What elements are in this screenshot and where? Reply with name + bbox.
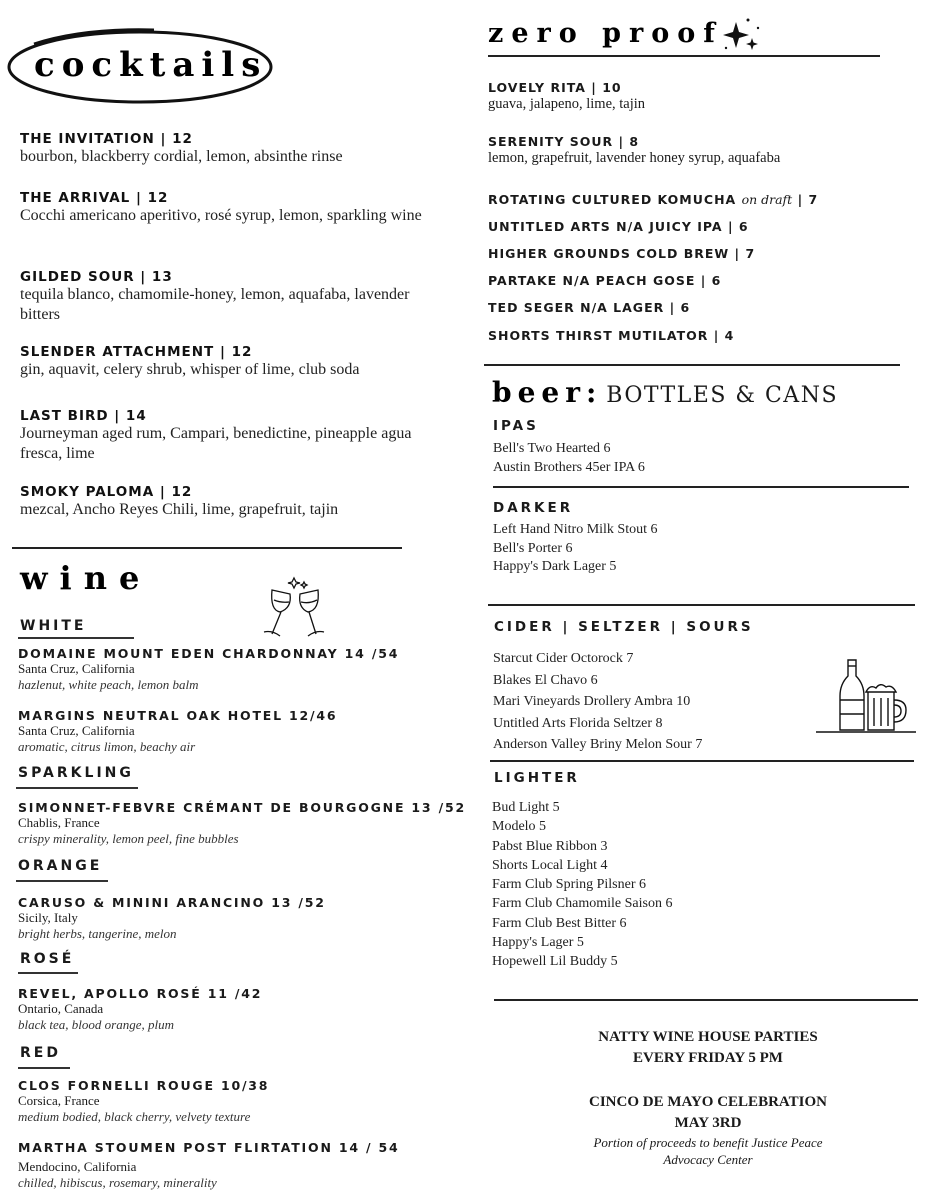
wine-name: MARGINS NEUTRAL OAK HOTEL 12/46 (18, 708, 338, 723)
beer-item: Shorts Local Light 4 (492, 857, 608, 873)
wine-location: Corsica, France (18, 1093, 100, 1108)
zero-proof-name: LOVELY RITA | 10 (488, 80, 622, 95)
wine-heading-underline (18, 972, 78, 974)
wine-section-heading: SPARKLING (18, 765, 134, 781)
cocktail-item (20, 190, 440, 226)
wine-location: Santa Cruz, California (18, 661, 135, 676)
cocktail-name: SLENDER ATTACHMENT | 12 (20, 344, 253, 360)
zero-proof-underline (488, 55, 880, 57)
wine-name: CLOS FORNELLI ROUGE 10/38 (18, 1078, 270, 1093)
wine-item (18, 708, 337, 755)
wine-location: Santa Cruz, California (18, 723, 135, 738)
cocktail-name: LAST BIRD | 14 (20, 408, 147, 424)
event-party-time: EVERY FRIDAY 5 PM (633, 1050, 783, 1066)
cocktails-divider (12, 547, 402, 549)
beer-item: Bell's Two Hearted 6 (493, 441, 611, 456)
beer-item: Anderson Valley Briny Melon Sour 7 (493, 737, 703, 752)
beer-section-heading: LIGHTER (494, 770, 580, 786)
wine-location: Mendocino, California (18, 1159, 137, 1174)
beer-item: Modelo 5 (492, 819, 547, 835)
beer-item: Left Hand Nitro Milk Stout 6 (493, 522, 658, 537)
beer-item: Blakes El Chavo 6 (493, 672, 598, 688)
sparkle-icon (718, 14, 762, 56)
beer-item: Starcut Cider Octorock 7 (493, 651, 634, 666)
wine-name: MARTHA STOUMEN POST FLIRTATION 14 / 54 (18, 1140, 400, 1155)
events-block (530, 1027, 886, 1168)
beer-item: Pabst Blue Ribbon 3 (492, 838, 608, 854)
wine-location: Chablis, France (18, 815, 100, 830)
event-cinco-title: CINCO DE MAYO CELEBRATION (589, 1094, 827, 1110)
zero-proof-name: SERENITY SOUR | 8 (488, 134, 640, 149)
zero-proof-divider (484, 364, 900, 366)
cocktail-item (20, 131, 460, 167)
wine-item (18, 1140, 400, 1191)
wine-glasses-icon (254, 572, 334, 644)
zero-proof-other: TED SEGER N/A LAGER | 6 (488, 300, 691, 315)
wine-section-heading: WHITE (20, 618, 87, 634)
wine-location: Ontario, Canada (18, 1001, 104, 1016)
wine-item (18, 986, 262, 1033)
beer-item: Hopewell Lil Buddy 5 (492, 954, 618, 970)
beer-section-heading: CIDER | SELTZER | SOURS (494, 619, 754, 635)
beer-item: Bell's Porter 6 (493, 540, 573, 556)
cocktail-desc: Cocchi americano aperitivo, rosé syrup, lemon, sparkling wine (20, 207, 422, 224)
beer-subtitle: BOTTLES & CANS (606, 383, 839, 408)
wine-item (18, 646, 399, 693)
wine-title: wine (20, 559, 152, 597)
wine-location: Sicily, Italy (18, 910, 78, 925)
beer-title: beer: (492, 376, 603, 409)
beer-item: Farm Club Chamomile Saison 6 (492, 896, 673, 912)
wine-name: CARUSO & MININI ARANCINO 13 /52 (18, 895, 326, 910)
beer-list (493, 648, 702, 756)
zero-proof-other: UNTITLED ARTS N/A JUICY IPA | 6 (488, 219, 749, 234)
cocktail-name: SMOKY PALOMA | 12 (20, 484, 193, 500)
beer-item: Mari Vineyards Drollery Ambra 10 (493, 694, 691, 709)
beer-title-row (492, 374, 838, 412)
event-cinco-note: Portion of proceeds to benefit Justice Peace (593, 1135, 823, 1150)
zero-proof-item (488, 80, 645, 113)
wine-notes: bright herbs, tangerine, melon (18, 926, 177, 941)
zero-proof-desc: guava, jalapeno, lime, tajin (488, 96, 646, 112)
beer-item: Farm Club Spring Pilsner 6 (492, 877, 647, 893)
wine-item (18, 800, 466, 847)
wine-heading-underline (18, 1067, 70, 1069)
zero-proof-other: HIGHER GROUNDS COLD BREW | 7 (488, 246, 756, 261)
beer-item: Farm Club Best Bitter 6 (492, 915, 627, 931)
beer-item: Untitled Arts Florida Seltzer 8 (493, 715, 663, 731)
beer-divider (490, 760, 914, 762)
beer-list (493, 521, 658, 577)
cocktail-desc: gin, aquavit, celery shrub, whisper of lime, club soda (20, 361, 360, 378)
wine-section-heading: ORANGE (18, 858, 103, 874)
cocktail-name: GILDED SOUR | 13 (20, 269, 173, 285)
beer-section-heading: DARKER (493, 500, 574, 516)
cocktail-name: THE INVITATION | 12 (20, 131, 193, 147)
cocktail-name: THE ARRIVAL | 12 (20, 190, 169, 206)
beer-item: Happy's Dark Lager 5 (493, 559, 617, 574)
event-cinco-note: Advocacy Center (663, 1152, 753, 1167)
beer-divider (488, 604, 915, 606)
wine-notes: medium bodied, black cherry, velvety texture (18, 1109, 251, 1124)
zero-proof-title: zero proof (488, 18, 723, 49)
kombucha-price: | 7 (797, 192, 819, 207)
wine-notes: crispy minerality, lemon peel, fine bubbles (18, 831, 239, 846)
wine-notes: aromatic, citrus limon, beachy air (18, 739, 196, 754)
beer-list (493, 440, 645, 477)
beer-list (492, 798, 672, 972)
events-divider (494, 999, 918, 1001)
kombucha-note: on draft (741, 192, 793, 207)
wine-section-heading: ROSÉ (20, 951, 75, 967)
wine-item (18, 1078, 269, 1125)
wine-heading-underline (16, 880, 108, 882)
beer-section-heading: IPAS (493, 418, 539, 434)
beer-divider (493, 486, 909, 488)
zero-proof-desc: lemon, grapefruit, lavender honey syrup, aquafaba (488, 150, 781, 166)
cocktail-desc: bourbon, blackberry cordial, lemon, absinthe rinse (20, 148, 343, 165)
wine-name: DOMAINE MOUNT EDEN CHARDONNAY 14 /54 (18, 646, 400, 661)
cocktail-item (20, 408, 420, 464)
wine-heading-underline (18, 637, 134, 639)
kombucha-name: ROTATING CULTURED KOMUCHA (488, 192, 737, 207)
event-party-title: NATTY WINE HOUSE PARTIES (598, 1029, 818, 1045)
wine-name: REVEL, APOLLO ROSÉ 11 /42 (18, 986, 263, 1001)
wine-notes: hazlenut, white peach, lemon balm (18, 677, 199, 692)
beer-item: Happy's Lager 5 (492, 935, 584, 951)
event-cinco-date: MAY 3RD (674, 1115, 742, 1131)
zero-proof-other: PARTAKE N/A PEACH GOSE | 6 (488, 273, 722, 288)
wine-heading-underline (16, 787, 138, 789)
wine-notes: black tea, blood orange, plum (18, 1017, 174, 1032)
cocktail-desc: tequila blanco, chamomile-honey, lemon, aquafaba, lavender bitters (20, 286, 410, 323)
wine-section-heading: RED (20, 1045, 61, 1061)
beer-bottle-mug-icon (812, 656, 920, 736)
beer-item: Austin Brothers 45er IPA 6 (493, 459, 645, 475)
cocktail-item (20, 269, 450, 325)
cocktails-title: cocktails (34, 45, 268, 85)
zero-proof-item (488, 134, 780, 167)
cocktail-desc: Journeyman aged rum, Campari, benedictine, pineapple agua fresca, lime (20, 425, 412, 462)
cocktail-desc: mezcal, Ancho Reyes Chili, lime, grapefruit, tajin (20, 501, 339, 518)
zero-proof-kombucha (488, 192, 818, 207)
wine-name: SIMONNET-FEBVRE CRÉMANT DE BOURGOGNE 13 /52 (18, 800, 466, 815)
zero-proof-other: SHORTS THIRST MUTILATOR | 4 (488, 328, 735, 343)
wine-item (18, 895, 326, 942)
wine-notes: chilled, hibiscus, rosemary, minerality (18, 1175, 217, 1190)
cocktail-item (20, 484, 460, 520)
cocktail-item (20, 344, 460, 380)
beer-item: Bud Light 5 (492, 800, 560, 815)
